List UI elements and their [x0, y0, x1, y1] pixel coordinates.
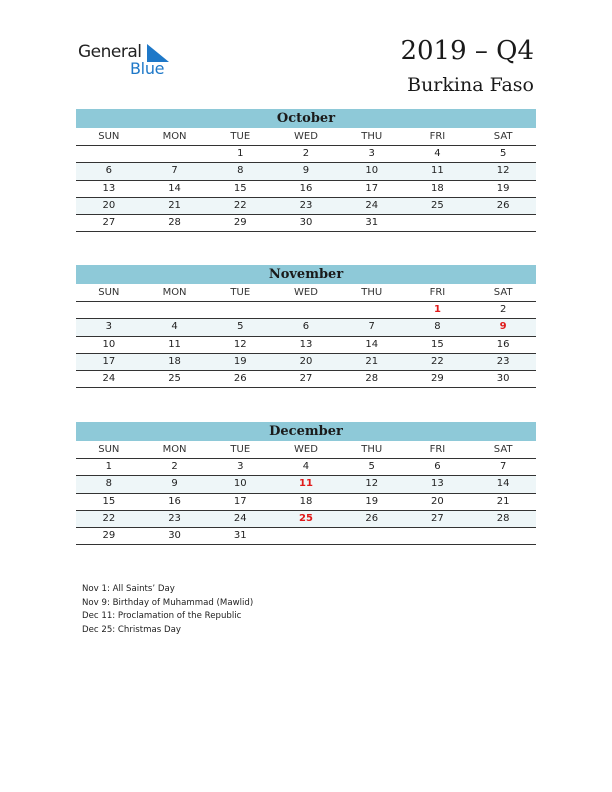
- day-cell: 3: [207, 459, 273, 476]
- holiday-note: Dec 11: Proclamation of the Republic: [82, 611, 242, 621]
- day-cell: 5: [470, 146, 536, 163]
- empty-day-cell: [339, 302, 405, 319]
- month-calendar-november: [76, 265, 536, 388]
- day-cell: 24: [207, 511, 273, 528]
- day-cell: 6: [273, 319, 339, 336]
- holiday-day-cell: 1: [405, 302, 471, 319]
- logo-text-general: General: [78, 42, 142, 62]
- day-cell: 2: [142, 459, 208, 476]
- empty-day-cell: [405, 215, 471, 232]
- day-cell: 18: [142, 354, 208, 371]
- day-cell: 17: [76, 354, 142, 371]
- day-of-week-header: WED: [273, 441, 339, 459]
- day-cell: 12: [470, 163, 536, 180]
- day-cell: 12: [339, 476, 405, 493]
- day-of-week-header: SAT: [470, 441, 536, 459]
- calendar-grid: [76, 284, 536, 388]
- day-cell: 23: [142, 511, 208, 528]
- day-cell: 21: [339, 354, 405, 371]
- country-name: Burkina Faso: [407, 74, 534, 96]
- day-cell: 15: [207, 181, 273, 198]
- day-cell: 25: [405, 198, 471, 215]
- day-cell: 4: [405, 146, 471, 163]
- day-of-week-header: THU: [339, 128, 405, 146]
- day-cell: 3: [339, 146, 405, 163]
- day-cell: 5: [207, 319, 273, 336]
- day-of-week-header: THU: [339, 284, 405, 302]
- day-cell: 22: [76, 511, 142, 528]
- empty-day-cell: [142, 302, 208, 319]
- day-cell: 29: [207, 215, 273, 232]
- holiday-day-cell: 9: [470, 319, 536, 336]
- empty-day-cell: [470, 215, 536, 232]
- day-cell: 29: [76, 528, 142, 545]
- day-cell: 22: [207, 198, 273, 215]
- day-cell: 6: [405, 459, 471, 476]
- day-cell: 18: [405, 181, 471, 198]
- empty-day-cell: [273, 528, 339, 545]
- day-cell: 10: [339, 163, 405, 180]
- day-cell: 9: [142, 476, 208, 493]
- day-of-week-header: WED: [273, 128, 339, 146]
- day-cell: 17: [339, 181, 405, 198]
- month-calendar-october: [76, 109, 536, 232]
- day-cell: 30: [142, 528, 208, 545]
- calendar-grid: [76, 128, 536, 232]
- day-cell: 10: [207, 476, 273, 493]
- day-cell: 25: [142, 371, 208, 388]
- day-cell: 24: [339, 198, 405, 215]
- day-of-week-header: TUE: [207, 128, 273, 146]
- day-cell: 14: [142, 181, 208, 198]
- day-of-week-header: SUN: [76, 441, 142, 459]
- day-of-week-header: SUN: [76, 128, 142, 146]
- day-cell: 15: [405, 337, 471, 354]
- day-cell: 16: [273, 181, 339, 198]
- empty-day-cell: [470, 528, 536, 545]
- day-cell: 1: [76, 459, 142, 476]
- day-of-week-header: TUE: [207, 441, 273, 459]
- day-cell: 8: [207, 163, 273, 180]
- day-cell: 14: [470, 476, 536, 493]
- month-calendar-december: [76, 422, 536, 545]
- day-cell: 3: [76, 319, 142, 336]
- month-header: October: [76, 109, 536, 128]
- general-blue-logo: [78, 40, 178, 80]
- day-of-week-header: THU: [339, 441, 405, 459]
- day-cell: 10: [76, 337, 142, 354]
- page-title: 2019 – Q4: [400, 36, 534, 66]
- day-cell: 26: [339, 511, 405, 528]
- day-cell: 13: [76, 181, 142, 198]
- day-of-week-header: SUN: [76, 284, 142, 302]
- day-cell: 30: [470, 371, 536, 388]
- day-cell: 31: [207, 528, 273, 545]
- day-cell: 7: [470, 459, 536, 476]
- day-cell: 27: [76, 215, 142, 232]
- day-cell: 13: [273, 337, 339, 354]
- day-cell: 19: [339, 494, 405, 511]
- day-of-week-header: TUE: [207, 284, 273, 302]
- day-cell: 13: [405, 476, 471, 493]
- calendar-grid: [76, 441, 536, 545]
- day-of-week-header: MON: [142, 284, 208, 302]
- day-cell: 8: [76, 476, 142, 493]
- day-cell: 7: [142, 163, 208, 180]
- day-of-week-header: FRI: [405, 441, 471, 459]
- holiday-day-cell: 11: [273, 476, 339, 493]
- day-of-week-header: FRI: [405, 128, 471, 146]
- day-of-week-header: WED: [273, 284, 339, 302]
- day-cell: 2: [470, 302, 536, 319]
- month-header: November: [76, 265, 536, 284]
- day-of-week-header: SAT: [470, 284, 536, 302]
- day-cell: 30: [273, 215, 339, 232]
- day-cell: 5: [339, 459, 405, 476]
- day-cell: 14: [339, 337, 405, 354]
- day-cell: 11: [405, 163, 471, 180]
- day-of-week-header: FRI: [405, 284, 471, 302]
- day-cell: 27: [273, 371, 339, 388]
- day-cell: 8: [405, 319, 471, 336]
- holiday-notes: [82, 583, 253, 637]
- day-cell: 26: [470, 198, 536, 215]
- empty-day-cell: [207, 302, 273, 319]
- day-cell: 16: [470, 337, 536, 354]
- holiday-note: Nov 1: All Saints’ Day: [82, 584, 175, 594]
- day-cell: 9: [273, 163, 339, 180]
- day-of-week-header: SAT: [470, 128, 536, 146]
- day-cell: 23: [273, 198, 339, 215]
- day-of-week-header: MON: [142, 128, 208, 146]
- holiday-day-cell: 25: [273, 511, 339, 528]
- day-cell: 21: [470, 494, 536, 511]
- day-cell: 11: [142, 337, 208, 354]
- day-cell: 7: [339, 319, 405, 336]
- day-cell: 15: [76, 494, 142, 511]
- empty-day-cell: [76, 302, 142, 319]
- empty-day-cell: [76, 146, 142, 163]
- day-cell: 17: [207, 494, 273, 511]
- day-cell: 27: [405, 511, 471, 528]
- empty-day-cell: [273, 302, 339, 319]
- day-cell: 20: [76, 198, 142, 215]
- month-header: December: [76, 422, 536, 441]
- empty-day-cell: [339, 528, 405, 545]
- day-cell: 22: [405, 354, 471, 371]
- day-cell: 28: [470, 511, 536, 528]
- logo-text-blue: Blue: [130, 59, 165, 78]
- day-cell: 21: [142, 198, 208, 215]
- day-cell: 20: [273, 354, 339, 371]
- day-cell: 6: [76, 163, 142, 180]
- day-cell: 4: [142, 319, 208, 336]
- empty-day-cell: [405, 528, 471, 545]
- day-cell: 26: [207, 371, 273, 388]
- day-cell: 28: [142, 215, 208, 232]
- day-cell: 4: [273, 459, 339, 476]
- holiday-note: Nov 9: Birthday of Muhammad (Mawlid): [82, 597, 254, 608]
- day-cell: 19: [207, 354, 273, 371]
- holiday-note: Dec 25: Christmas Day: [82, 624, 181, 635]
- day-cell: 1: [207, 146, 273, 163]
- day-cell: 12: [207, 337, 273, 354]
- day-cell: 28: [339, 371, 405, 388]
- day-cell: 16: [142, 494, 208, 511]
- day-cell: 19: [470, 181, 536, 198]
- day-of-week-header: MON: [142, 441, 208, 459]
- day-cell: 20: [405, 494, 471, 511]
- empty-day-cell: [142, 146, 208, 163]
- day-cell: 24: [76, 371, 142, 388]
- day-cell: 23: [470, 354, 536, 371]
- day-cell: 18: [273, 494, 339, 511]
- day-cell: 31: [339, 215, 405, 232]
- day-cell: 29: [405, 371, 471, 388]
- day-cell: 2: [273, 146, 339, 163]
